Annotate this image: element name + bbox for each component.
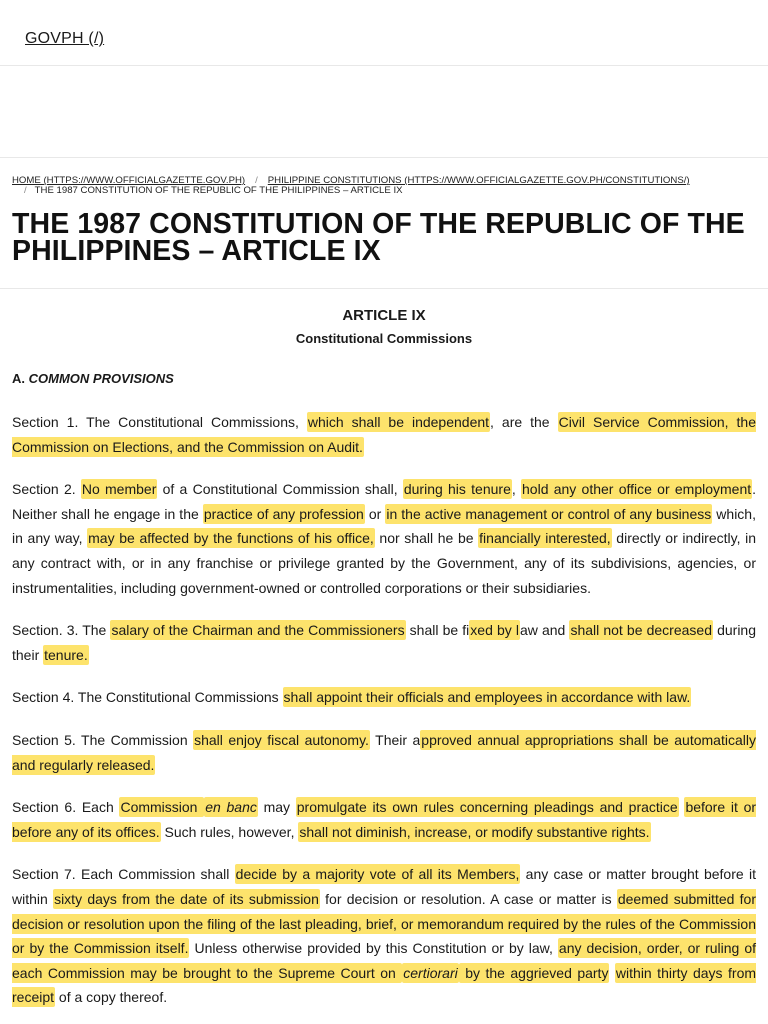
highlighted-text: may be affected by the functions of his office, xyxy=(88,530,374,547)
section-heading xyxy=(12,370,756,388)
section-paragraph xyxy=(12,618,756,667)
paragraph-text: may xyxy=(257,799,296,816)
paragraph-text: Such rules, however, xyxy=(160,823,299,840)
highlighted-text: practice of any profession xyxy=(203,505,364,522)
paragraph-text: , are the xyxy=(490,414,558,430)
paragraph-text: aw and xyxy=(519,622,570,639)
article-subtitle: Constitutional Commissions xyxy=(295,331,473,346)
breadcrumb-constitutions[interactable]: PHILIPPINE CONSTITUTIONS (HTTPS://WWW.OFFICIALGAZETTE.GOV.PH/CONSTITUTIONS/) xyxy=(267,175,690,186)
section-paragraph xyxy=(12,685,756,710)
highlighted-text: during his tenure xyxy=(403,481,511,498)
highlighted-text: sixty days from the date of its submission xyxy=(54,890,319,907)
paragraph-text: of a Constitutional Commission shall, xyxy=(157,481,403,498)
highlighted-text: Commission xyxy=(120,799,204,816)
breadcrumb-separator: / xyxy=(24,185,27,196)
paragraph-text: nor shall he be xyxy=(374,530,479,547)
paragraph-text: Section. 3. The xyxy=(12,622,111,639)
top-bar xyxy=(0,0,768,66)
highlighted-text: xed by l xyxy=(470,622,519,639)
highlighted-text: hold any other office or employment xyxy=(522,481,752,498)
highlighted-text: decide by a majority vote of all its Members, xyxy=(235,866,520,883)
section-paragraph xyxy=(12,477,756,600)
paragraph-text: during their xyxy=(12,622,757,663)
paragraph-text: of a copy thereof. xyxy=(55,989,168,1006)
breadcrumb-current: THE 1987 CONSTITUTION OF THE REPUBLIC OF THE PHILIPPINES – ARTICLE IX xyxy=(34,185,403,196)
article-title: ARTICLE IX xyxy=(342,307,426,324)
section-paragraph xyxy=(12,795,756,844)
paragraph-text: Section 1. The Constitutional Commissions, xyxy=(12,414,307,430)
highlighted-text: Civil Service Commission, the Commission on Elections, and the Commission on Audit. xyxy=(12,414,757,455)
paragraph-text: Section 5. The Commission xyxy=(12,731,194,748)
highlighted-text: salary of the Chairman and the Commissioners xyxy=(111,622,405,639)
highlighted-text: certiorari xyxy=(403,964,458,981)
highlighted-text: shall appoint their officials and employees in accordance with law. xyxy=(283,689,691,706)
breadcrumb-separator: / xyxy=(255,175,258,186)
paragraph-text: shall be fi xyxy=(405,622,470,639)
divider xyxy=(0,288,768,289)
paragraph-text: . Neither shall he engage in the xyxy=(12,481,757,522)
section-paragraph xyxy=(12,862,756,1010)
highlighted-text: shall enjoy fiscal autonomy. xyxy=(194,731,369,748)
paragraph-text: Their a xyxy=(369,731,421,748)
paragraph-text: Section 6. Each xyxy=(12,799,120,816)
paragraph-text: which, in any way, xyxy=(12,505,756,547)
highlighted-text: tenure. xyxy=(44,646,88,663)
paragraph-list xyxy=(12,410,756,1010)
paragraph-text: or xyxy=(364,505,386,522)
highlighted-text: en banc xyxy=(205,799,257,816)
page-title: THE 1987 CONSTITUTION OF THE REPUBLIC OF THE PHILIPPINES – ARTICLE IX xyxy=(12,208,745,267)
article-content xyxy=(0,303,768,1010)
govph-link[interactable]: GOVPH (/) xyxy=(25,30,105,47)
paragraph-text: Unless otherwise provided by this Constitution or by law, xyxy=(189,940,558,957)
highlighted-text: which shall be independent xyxy=(307,414,490,430)
highlighted-text: financially interested, xyxy=(479,530,611,547)
highlighted-text: shall not be decreased xyxy=(570,622,712,639)
breadcrumb-home[interactable]: HOME (HTTPS://WWW.OFFICIALGAZETTE.GOV.PH) xyxy=(12,175,246,186)
highlighted-text: deemed submitted for decision or resolution upon the filing of the last pleading, brief, or memorandum required by the rules of the Commission or by the Commission itself. xyxy=(12,890,757,957)
highlighted-text: in the active management or control of any business xyxy=(386,505,712,522)
paragraph-text: , xyxy=(511,481,522,498)
paragraph-text: any case or matter brought before it within xyxy=(12,866,756,907)
paragraph-text: Section 2. xyxy=(12,481,81,498)
breadcrumb xyxy=(0,158,768,196)
section-paragraph xyxy=(12,410,756,459)
section-heading-label: A. xyxy=(12,371,25,386)
highlighted-text: pproved annual appropriations shall be automatically and regularly released. xyxy=(12,731,756,773)
paragraph-text: for decision or resolution. A case or matter is xyxy=(319,890,617,907)
paragraph-text: Section 7. Each Commission shall xyxy=(12,866,235,883)
highlighted-text: within thirty days from receipt xyxy=(12,964,757,1006)
highlighted-text: by the aggrieved party xyxy=(459,964,609,981)
paragraph-text: directly or indirectly, in any contract with, or in any franchise or privilege granted by the Government, any of its subdivisions, agencies, or instrumentalities, including government-owned or controlled corporations or their subsidiaries. xyxy=(12,530,757,596)
highlighted-text: any decision, order, or ruling of each Commission may be brought to the Supreme Court on xyxy=(12,940,756,981)
highlighted-text: promulgate its own rules concerning pleadings and practice xyxy=(296,799,678,816)
highlighted-text: before it or before any of its offices. xyxy=(12,799,757,840)
section-paragraph xyxy=(12,728,756,777)
highlighted-text: No member xyxy=(81,481,157,498)
highlighted-text: shall not diminish, increase, or modify substantive rights. xyxy=(299,823,650,840)
section-heading-name: COMMON PROVISIONS xyxy=(28,371,174,386)
banner-area xyxy=(0,66,768,158)
paragraph-text: Section 4. The Constitutional Commissions xyxy=(12,689,283,706)
